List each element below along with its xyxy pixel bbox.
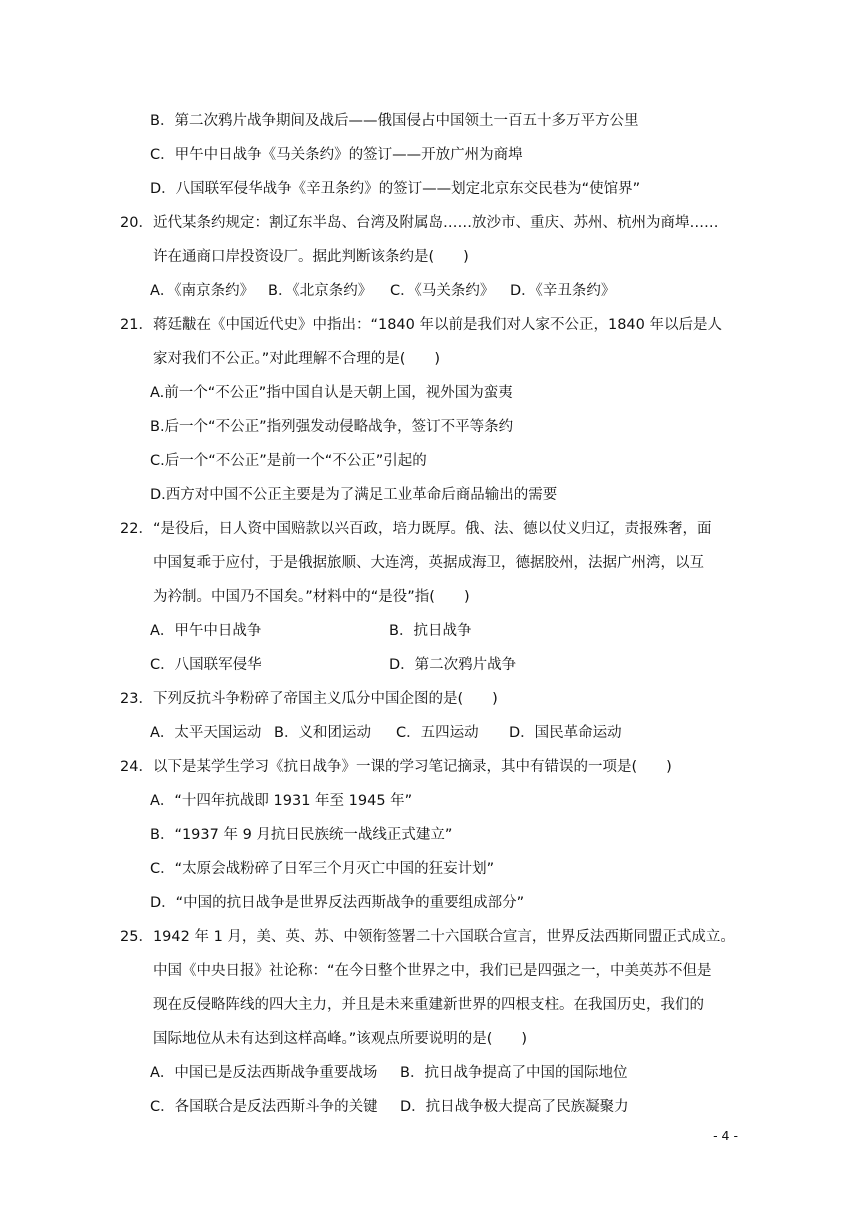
question-25 [120,927,735,947]
q25-options-row-2 [150,1097,629,1117]
question-stem: 1942 年 1 月，美、英、苏、中领衔签署二十六国联合宣言，世界反法西斯同盟正式成立。 [152,929,735,945]
question-stem: “是役后，日人资中国赔款以兴百政，培力既厚。俄、法、德以仗义归辽，责报殊奢，面 [152,521,712,537]
question-stem: 蒋廷黻在《中国近代史》中指出：“1840 年以前是我们对人家不公正，1840 年以后是人 [152,317,722,333]
question-21-stem-cont: 家对我们不公正。”对此理解不合理的是( ) [153,351,441,367]
question-stem: 近代某条约规定：割辽东半岛、台湾及附属岛……放沙市、重庆、苏州、杭州为商埠…… [152,215,719,231]
option-b: B．义和团运动 [274,725,371,741]
option-d: D．抗日战争极大提高了民族凝聚力 [400,1099,629,1115]
question-25-stem-cont-2: 现在反侵略阵线的四大主力，并且是未来重建新世界的四根支柱。在我国历史，我们的 [153,997,704,1013]
q21-option-d: D.西方对中国不公正主要是为了满足工业革命后商品输出的需要 [150,487,558,503]
option-b: B．抗日战争提高了中国的国际地位 [400,1065,628,1081]
question-stem: 下列反抗斗争粉碎了帝国主义瓜分中国企图的是( ) [152,691,498,707]
option-c: C．《马关条约》 [390,283,495,299]
q24-option-b: B．“1937 年 9 月抗日民族统一战线正式建立” [150,827,453,843]
q22-option-c: C．八国联军侵华 [150,657,262,673]
option-c: C．五四运动 [396,725,479,741]
q24-option-d: D．“中国的抗日战争是世界反法西斯战争的重要组成部分” [150,895,525,911]
q21-option-b: B.后一个“不公正”指列强发动侵略战争，签订不平等条约 [150,419,514,435]
question-number: 25． [120,929,153,945]
question-23-options [150,723,622,743]
option-d: D．国民革命运动 [509,725,622,741]
question-20 [120,213,718,233]
q24-option-c: C．“太原会战粉碎了日军三个月灭亡中国的狂妄计划” [150,861,495,877]
question-24 [120,757,672,777]
question-22-stem-cont-2: 为衿制。中国乃不国矣。”材料中的“是役”指( ) [153,589,470,605]
option-d: D．《辛丑条约》 [510,283,616,299]
question-number: 20． [120,215,153,231]
q22-option-d: D．第二次鸦片战争 [389,657,517,673]
question-23 [120,689,498,709]
q24-option-a: A．“十四年抗战即 1931 年至 1945 年” [150,793,413,809]
option-b: B．《北京条约》 [268,283,373,299]
q19-option-c: C．甲午中日战争《马关条约》的签订——开放广州为商埠 [150,147,523,163]
question-20-stem-cont: 许在通商口岸投资设厂。据此判断该条约是( ) [153,249,469,265]
question-number: 24． [120,759,153,775]
question-number: 22． [120,521,153,537]
question-stem: 以下是某学生学习《抗日战争》一课的学习笔记摘录，其中有错误的一项是( ) [152,759,672,775]
q25-options-row-1 [150,1063,627,1083]
question-21 [120,315,722,335]
q19-option-d: D．八国联军侵华战争《辛丑条约》的签订——划定北京东交民巷为“使馆界” [150,181,641,197]
question-22 [120,519,711,539]
q22-option-b: B．抗日战争 [389,623,472,639]
question-20-options [150,281,615,301]
option-a: A．《南京条约》 [150,283,255,299]
question-25-stem-cont-3: 国际地位从未有达到这样高峰。”该观点所要说明的是( ) [153,1031,528,1047]
q22-option-a: A．甲午中日战争 [150,623,262,639]
page-number: - 4 - [713,1128,738,1143]
question-22-stem-cont: 中国复乖于应付，于是俄据旅顺、大连湾，英据成海卫，德据胶州，法据广州湾，以互 [153,555,704,571]
option-a: A．中国已是反法西斯战争重要战场 [150,1065,378,1081]
question-number: 23． [120,691,153,707]
option-c: C．各国联合是反法西斯斗争的关键 [150,1099,378,1115]
question-25-stem-cont: 中国《中央日报》社论称：“在今日整个世界之中，我们已是四强之一，中美英苏不但是 [153,963,712,979]
q21-option-c: C.后一个“不公正”是前一个“不公正”引起的 [150,453,427,469]
option-a: A．太平天国运动 [150,725,262,741]
q19-option-b: B．第二次鸦片战争期间及战后——俄国侵占中国领土一百五十多万平方公里 [150,113,639,129]
q21-option-a: A.前一个“不公正”指中国自认是天朝上国，视外国为蛮夷 [150,385,513,401]
question-number: 21． [120,317,153,333]
